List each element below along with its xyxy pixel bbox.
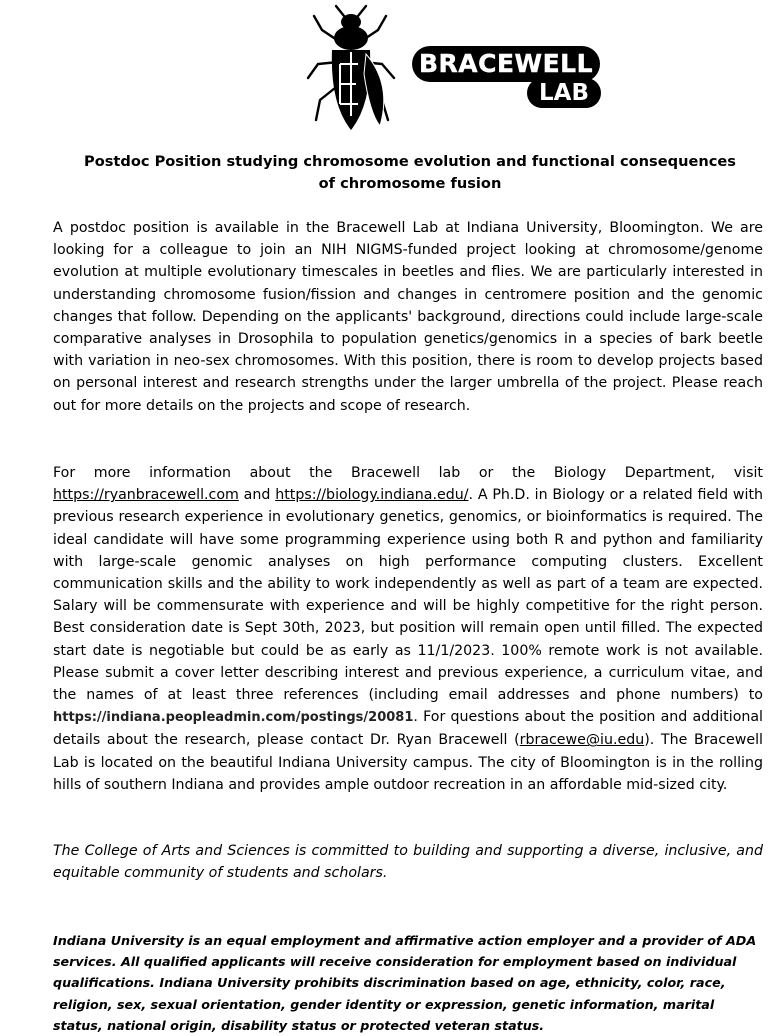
title-line-1: Postdoc Position studying chromosome evolution and functional consequences [84,153,736,170]
page-title [60,151,760,195]
lab-logo [412,46,602,112]
logo-wordmark: BRACEWELL [412,46,600,82]
details-text-5: ). The Bracewell Lab is located on the beautiful Indiana University campus. The city of Bloomington is in the rolling hills of southern Indiana and provides ample outdoor recreation in an affordable mid-sized city. [53,732,763,793]
application-link[interactable]: https://indiana.peopleadmin.com/postings/20081 [53,710,414,726]
details-text-4: . For questions about the position and additional details about the research, please contact Dr. Ryan Bracewell ( [53,709,763,749]
details-text-3: . A Ph.D. in Biology or a related field with previous research experience in evolutionary genetics, genomics, or bioinformatics is required. The ideal candidate will have some programming experience using both R and python and familiarity with large-scale genomic analyses on high performance computing clusters. Excellent communication skills and the ability to work independently as well as part of a team are expected. Salary will be commensurate with experience and will be highly competitive for the right person. Best consideration date is Sept 30th, 2023, but position will remain open until filled. The expected start date is negotiable but could be as early as 11/1/2023. 100% remote work is not available. Please submit a cover letter describing interest and previous experience, a curriculum vitae, and the names of at least three references (including email addresses and phone numbers) to [53,487,763,704]
logo-lab-badge: LAB [527,78,601,108]
header [0,0,784,140]
biology-dept-link[interactable]: https://biology.indiana.edu/ [275,487,469,504]
beetle-icon [300,4,405,134]
details-text-1: For more information about the Bracewell lab or the Biology Department, visit [53,465,763,481]
diversity-statement: The College of Arts and Sciences is committed to building and supporting a diverse, inclusive, and equitable community of students and scholars. [53,843,763,882]
details-paragraph [53,462,763,796]
details-text-2: and [238,487,276,504]
contact-email-link[interactable]: rbracewe@iu.edu [519,732,645,749]
eeo-statement: Indiana University is an equal employment and affirmative action employer and a provider of ADA services. All qualified applicants will receive consideration for employment based on individual qualifications. Indiana University prohibits discrimination based on age, ethnicity, color, race, religion, sex, sexual orientation, gender identity or expression, genetic information, marital status, national origin, disability status or protected veteran status. [53,933,757,1033]
lab-website-link[interactable]: https://ryanbracewell.com [53,487,239,504]
title-line-2: of chromosome fusion [318,175,502,192]
intro-paragraph: A postdoc position is available in the Bracewell Lab at Indiana University, Bloomington. We are looking for a colleague to join an NIH NIGMS-funded project looking at chromosome/genome evolution at multiple evolutionary timescales in beetles and flies. We are particularly interested in understanding chromosome fusion/fission and changes in centromere position and the genomic changes that follow. Depending on the applicants' background, directions could include large-scale comparative analyses in Drosophila to population genetics/genomics in a species of bark beetle with variation in neo-sex chromosomes. With this position, there is room to develop projects based on personal interest and research strengths under the larger umbrella of the project. Please reach out for more details on the projects and scope of research. [53,220,763,414]
